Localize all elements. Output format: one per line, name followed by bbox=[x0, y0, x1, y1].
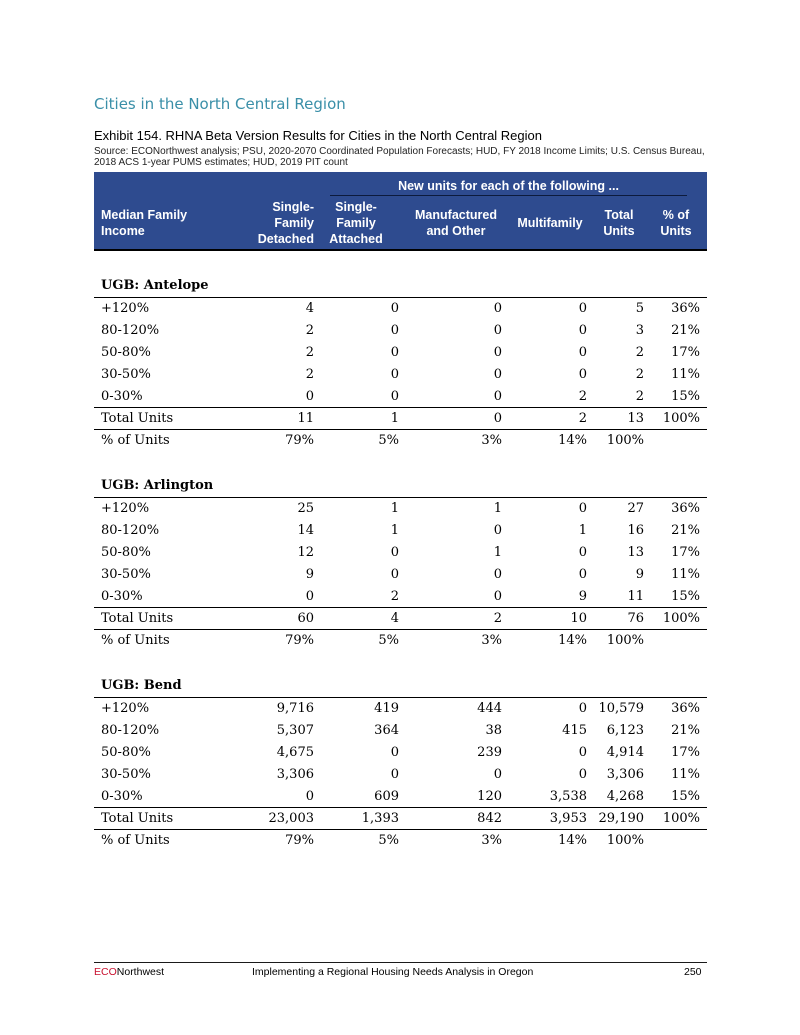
table-cell: 2 bbox=[635, 389, 644, 404]
row-label: % of Units bbox=[101, 833, 170, 848]
table-row bbox=[94, 630, 707, 652]
table-cell: 0 bbox=[390, 545, 399, 560]
table-cell: 100% bbox=[606, 633, 644, 648]
table-row bbox=[94, 386, 707, 408]
table-cell: 1 bbox=[390, 411, 399, 426]
table-cell: 3% bbox=[481, 433, 502, 448]
table-cell: 419 bbox=[374, 701, 399, 716]
table-row bbox=[94, 342, 707, 364]
exhibit-title: Exhibit 154. RHNA Beta Version Results for Cities in the North Central Region bbox=[94, 128, 542, 143]
table-cell: 364 bbox=[374, 723, 399, 738]
table-cell: 2 bbox=[305, 345, 314, 360]
table-row bbox=[94, 808, 707, 830]
table-cell: 10,579 bbox=[598, 701, 644, 716]
row-label: 80-120% bbox=[101, 523, 160, 538]
table-cell: 239 bbox=[477, 745, 502, 760]
table-cell: 100% bbox=[606, 433, 644, 448]
table-cell: 0 bbox=[493, 589, 502, 604]
table-cell: 14 bbox=[297, 523, 314, 538]
table-row bbox=[94, 830, 707, 852]
table-cell: 0 bbox=[578, 545, 587, 560]
table-row bbox=[94, 408, 707, 430]
table-cell: 13 bbox=[627, 411, 644, 426]
table-cell: 25 bbox=[297, 501, 314, 516]
section-title: Cities in the North Central Region bbox=[94, 95, 346, 113]
table-cell: 11% bbox=[671, 367, 700, 382]
table-cell: 17% bbox=[671, 345, 700, 360]
ugb-title: UGB: Antelope bbox=[94, 276, 707, 298]
table-cell: 1 bbox=[390, 501, 399, 516]
table-cell: 2 bbox=[635, 367, 644, 382]
source-note: Source: ECONorthwest analysis; PSU, 2020-2070 Coordinated Population Forecasts; HUD, FY 2018 Income Limits; U.S. Census Bureau, 2018 ACS 1-year PUMS estimates; HUD, 2019 PIT count bbox=[94, 146, 705, 168]
table-cell: 21% bbox=[671, 523, 700, 538]
table-cell: 0 bbox=[493, 389, 502, 404]
table-row bbox=[94, 586, 707, 608]
table-cell: 16 bbox=[627, 523, 644, 538]
row-label: 0-30% bbox=[101, 589, 143, 604]
table-cell: 3% bbox=[481, 633, 502, 648]
table-cell: 5% bbox=[378, 833, 399, 848]
table-cell: 36% bbox=[671, 501, 700, 516]
table-cell: 11% bbox=[671, 567, 700, 582]
table-cell: 6,123 bbox=[606, 723, 644, 738]
table-cell: 0 bbox=[493, 767, 502, 782]
footer-brand: ECONorthwest bbox=[94, 966, 165, 978]
row-label: 30-50% bbox=[101, 767, 151, 782]
row-label: 80-120% bbox=[101, 723, 160, 738]
table-cell: 1,393 bbox=[361, 811, 399, 826]
row-label: Total Units bbox=[101, 611, 174, 626]
table-cell: 120 bbox=[477, 789, 502, 804]
table-cell: 2 bbox=[493, 611, 502, 626]
table-cell: 79% bbox=[285, 633, 314, 648]
table-cell: 9,716 bbox=[276, 701, 314, 716]
table-cell: 14% bbox=[558, 833, 587, 848]
table-cell: 15% bbox=[671, 589, 700, 604]
table-cell: 100% bbox=[662, 411, 700, 426]
table-cell: 11 bbox=[297, 411, 314, 426]
table-cell: 3,306 bbox=[276, 767, 314, 782]
header-single-family-attached: Single- Family Attached bbox=[329, 200, 383, 246]
table-cell: 0 bbox=[578, 501, 587, 516]
table-cell: 23,003 bbox=[268, 811, 314, 826]
header-multifamily: Multifamily bbox=[517, 216, 583, 230]
table-cell: 415 bbox=[562, 723, 587, 738]
row-label: +120% bbox=[101, 301, 150, 316]
table-cell: 10 bbox=[570, 611, 587, 626]
table-cell: 100% bbox=[606, 833, 644, 848]
table-cell: 12 bbox=[297, 545, 314, 560]
table-cell: 14% bbox=[558, 433, 587, 448]
table-cell: 1 bbox=[578, 523, 587, 538]
row-label: 50-80% bbox=[101, 745, 151, 760]
row-label: Total Units bbox=[101, 811, 174, 826]
column-group-label: New units for each of the following ... bbox=[398, 179, 619, 193]
table-cell: 0 bbox=[305, 789, 314, 804]
ugb-block bbox=[94, 276, 707, 452]
header-percent-units: % of Units bbox=[660, 208, 692, 238]
table-cell: 4 bbox=[305, 301, 314, 316]
table-cell: 0 bbox=[578, 345, 587, 360]
table-cell: 0 bbox=[390, 745, 399, 760]
row-label: % of Units bbox=[101, 433, 170, 448]
footer-rule bbox=[94, 962, 707, 963]
column-group-rule bbox=[330, 195, 687, 196]
table-cell: 1 bbox=[493, 545, 502, 560]
table-cell: 11% bbox=[671, 767, 700, 782]
table-cell: 21% bbox=[671, 723, 700, 738]
table-cell: 1 bbox=[390, 523, 399, 538]
footer-document-title: Implementing a Regional Housing Needs Analysis in Oregon bbox=[252, 966, 534, 978]
row-label: 50-80% bbox=[101, 345, 151, 360]
table-cell: 9 bbox=[635, 567, 644, 582]
table-row bbox=[94, 786, 707, 808]
row-label: 80-120% bbox=[101, 323, 160, 338]
row-label: 30-50% bbox=[101, 367, 151, 382]
table-cell: 17% bbox=[671, 745, 700, 760]
table-cell: 0 bbox=[305, 589, 314, 604]
table-cell: 36% bbox=[671, 301, 700, 316]
table-cell: 0 bbox=[305, 389, 314, 404]
table-cell: 0 bbox=[578, 323, 587, 338]
table-header bbox=[94, 172, 707, 251]
table-cell: 0 bbox=[493, 411, 502, 426]
table-row bbox=[94, 542, 707, 564]
row-label: +120% bbox=[101, 501, 150, 516]
ugb-block bbox=[94, 476, 707, 652]
table-cell: 5% bbox=[378, 633, 399, 648]
table-cell: 4,675 bbox=[276, 745, 314, 760]
table-cell: 0 bbox=[493, 367, 502, 382]
header-single-family-detached: Single- Family Detached bbox=[257, 200, 314, 246]
table-cell: 0 bbox=[390, 345, 399, 360]
table-cell: 0 bbox=[493, 567, 502, 582]
table-cell: 0 bbox=[493, 301, 502, 316]
table-row bbox=[94, 364, 707, 386]
table-row bbox=[94, 520, 707, 542]
table-cell: 15% bbox=[671, 389, 700, 404]
table-cell: 0 bbox=[390, 301, 399, 316]
table-cell: 3 bbox=[635, 323, 644, 338]
table-row bbox=[94, 764, 707, 786]
header-manufactured-other: Manufactured and Other bbox=[415, 208, 497, 238]
ugb-block bbox=[94, 676, 707, 852]
table-cell: 2 bbox=[635, 345, 644, 360]
header-median-family-income: Median Family Income bbox=[101, 208, 188, 238]
row-label: +120% bbox=[101, 701, 150, 716]
table-cell: 13 bbox=[627, 545, 644, 560]
row-label: 50-80% bbox=[101, 545, 151, 560]
rhna-results-table bbox=[94, 276, 707, 876]
table-cell: 0 bbox=[493, 323, 502, 338]
table-cell: 0 bbox=[493, 345, 502, 360]
table-cell: 2 bbox=[578, 389, 587, 404]
table-cell: 60 bbox=[297, 611, 314, 626]
table-cell: 0 bbox=[578, 701, 587, 716]
table-cell: 5 bbox=[635, 301, 644, 316]
table-cell: 3% bbox=[481, 833, 502, 848]
page-number: 250 bbox=[684, 966, 702, 978]
row-label: % of Units bbox=[101, 633, 170, 648]
table-cell: 17% bbox=[671, 545, 700, 560]
table-row bbox=[94, 608, 707, 630]
table-cell: 0 bbox=[390, 323, 399, 338]
table-cell: 3,538 bbox=[549, 789, 587, 804]
table-cell: 3,306 bbox=[606, 767, 644, 782]
table-cell: 5% bbox=[378, 433, 399, 448]
table-cell: 0 bbox=[578, 767, 587, 782]
table-cell: 0 bbox=[390, 367, 399, 382]
table-cell: 3,953 bbox=[549, 811, 587, 826]
table-cell: 0 bbox=[578, 745, 587, 760]
table-row bbox=[94, 720, 707, 742]
table-cell: 2 bbox=[390, 589, 399, 604]
table-cell: 0 bbox=[493, 523, 502, 538]
row-label: Total Units bbox=[101, 411, 174, 426]
header-total-units: Total Units bbox=[603, 208, 635, 238]
table-cell: 9 bbox=[305, 567, 314, 582]
table-cell: 0 bbox=[578, 301, 587, 316]
table-row bbox=[94, 698, 707, 720]
table-row bbox=[94, 564, 707, 586]
table-cell: 38 bbox=[485, 723, 502, 738]
row-label: 0-30% bbox=[101, 389, 143, 404]
table-cell: 4,268 bbox=[606, 789, 644, 804]
table-cell: 444 bbox=[477, 701, 502, 716]
table-cell: 0 bbox=[390, 389, 399, 404]
table-cell: 11 bbox=[627, 589, 644, 604]
table-row bbox=[94, 742, 707, 764]
table-cell: 9 bbox=[578, 589, 587, 604]
table-cell: 609 bbox=[374, 789, 399, 804]
table-cell: 21% bbox=[671, 323, 700, 338]
table-cell: 1 bbox=[493, 501, 502, 516]
table-row bbox=[94, 320, 707, 342]
table-cell: 842 bbox=[477, 811, 502, 826]
table-cell: 76 bbox=[627, 611, 644, 626]
table-cell: 29,190 bbox=[598, 811, 644, 826]
table-cell: 0 bbox=[578, 367, 587, 382]
table-cell: 4 bbox=[390, 611, 399, 626]
table-row bbox=[94, 430, 707, 452]
table-cell: 36% bbox=[671, 701, 700, 716]
row-label: 0-30% bbox=[101, 789, 143, 804]
table-cell: 100% bbox=[662, 611, 700, 626]
table-cell: 14% bbox=[558, 633, 587, 648]
table-cell: 0 bbox=[390, 767, 399, 782]
table-cell: 2 bbox=[305, 367, 314, 382]
table-row bbox=[94, 498, 707, 520]
ugb-title: UGB: Bend bbox=[94, 676, 707, 698]
table-cell: 2 bbox=[578, 411, 587, 426]
table-cell: 2 bbox=[305, 323, 314, 338]
row-label: 30-50% bbox=[101, 567, 151, 582]
table-row bbox=[94, 298, 707, 320]
table-cell: 27 bbox=[627, 501, 644, 516]
table-cell: 5,307 bbox=[276, 723, 314, 738]
ugb-title: UGB: Arlington bbox=[94, 476, 707, 498]
table-cell: 0 bbox=[578, 567, 587, 582]
table-cell: 15% bbox=[671, 789, 700, 804]
table-cell: 4,914 bbox=[606, 745, 644, 760]
table-cell: 79% bbox=[285, 433, 314, 448]
table-cell: 0 bbox=[390, 567, 399, 582]
table-cell: 100% bbox=[662, 811, 700, 826]
table-cell: 79% bbox=[285, 833, 314, 848]
